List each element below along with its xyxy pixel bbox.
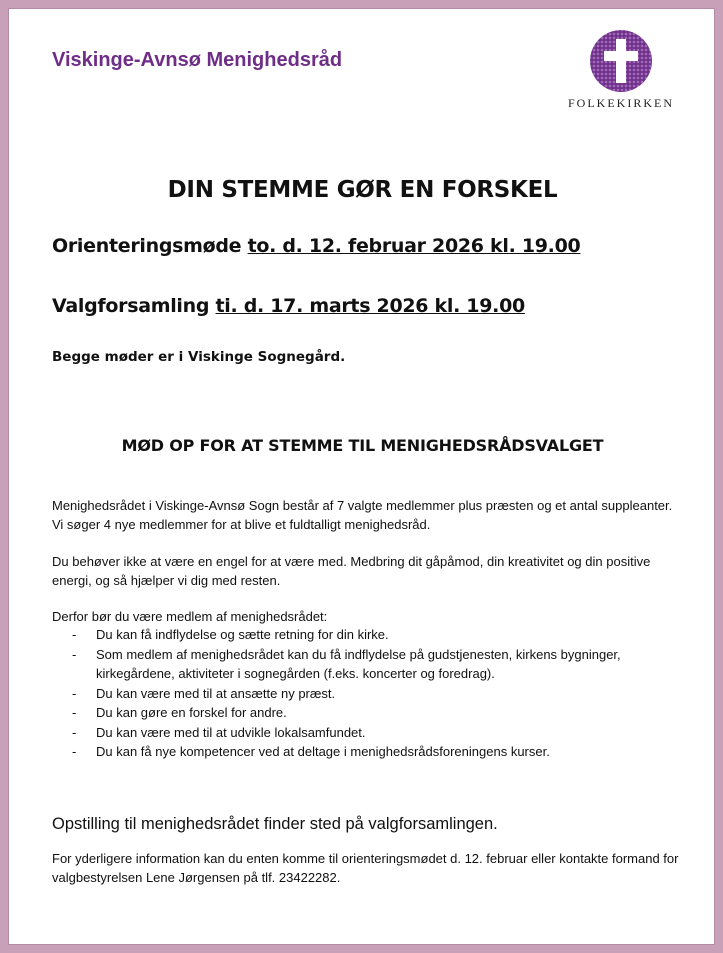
event-date: ti. d. 17. marts 2026 kl. 19.00 <box>215 295 525 317</box>
paragraph-invitation: Du behøver ikke at være en engel for at være med. Medbring dit gåpåmod, din kreativitet og din positive energi, og så hjælper vi dig med resten. <box>52 554 651 588</box>
logo-wordmark: FOLKEKIRKEN <box>568 96 674 110</box>
subheading: MØD OP FOR AT STEMME TIL MENIGHEDSRÅDSVALGET <box>121 436 604 455</box>
bullet-marker: - <box>72 724 77 740</box>
event-label: Valgforsamling <box>52 295 210 317</box>
list-item: - Du kan være med til at udvikle lokalsamfundet. <box>52 723 692 743</box>
reasons-intro: Derfor bør du være medlem af menighedsrådet: <box>52 609 328 624</box>
list-item: - Du kan få nye kompetencer ved at deltage i menighedsrådsforeningens kurser. <box>52 742 692 762</box>
list-item: - Du kan gøre en forskel for andre. <box>52 703 692 723</box>
bullet-marker: - <box>72 646 77 662</box>
bullet-marker: - <box>72 685 77 701</box>
list-item: - Du kan få indflydelse og sætte retning for din kirke. <box>52 625 692 645</box>
bullet-marker: - <box>72 705 77 720</box>
bullet-marker: - <box>72 627 77 642</box>
main-headline: DIN STEMME GØR EN FORSKEL <box>167 177 558 203</box>
event-election <box>52 295 525 317</box>
reasons-list <box>52 625 692 762</box>
event-date: to. d. 12. februar 2026 kl. 19.00 <box>247 235 581 257</box>
paragraph-council: Menighedsrådet i Viskinge-Avnsø Sogn består af 7 valgte medlemmer plus præsten og et antal suppleanter. Vi søger 4 nye medlemmer for at blive et fuldtalligt menighedsråd. <box>52 498 673 532</box>
flyer-page <box>8 8 715 945</box>
event-label: Orienteringsmøde <box>52 235 242 257</box>
contact-info: For yderligere information kan du enten komme til orienteringsmødet d. 12. februar eller kontakte formand for valgbestyrelsen Lene Jørgensen på tlf. 23422282. <box>52 851 679 885</box>
cross-icon <box>589 29 653 93</box>
list-item: - Du kan være med til at ansætte ny præst. <box>52 684 692 704</box>
organization-name: Viskinge-Avnsø Menighedsråd <box>52 49 343 71</box>
list-item: - Som medlem af menighedsrådet kan du få indflydelse på gudstjenesten, kirkens bygninger, kirkegårdene, aktiviteter i sognegården (f.eks. koncerter og foredrag). <box>72 646 621 681</box>
location-note: Begge møder er i Viskinge Sognegård. <box>52 349 346 365</box>
closing-statement: Opstilling til menighedsrådet finder sted på valgforsamlingen. <box>52 815 498 833</box>
event-orientation <box>52 235 580 257</box>
bullet-marker: - <box>72 744 77 759</box>
